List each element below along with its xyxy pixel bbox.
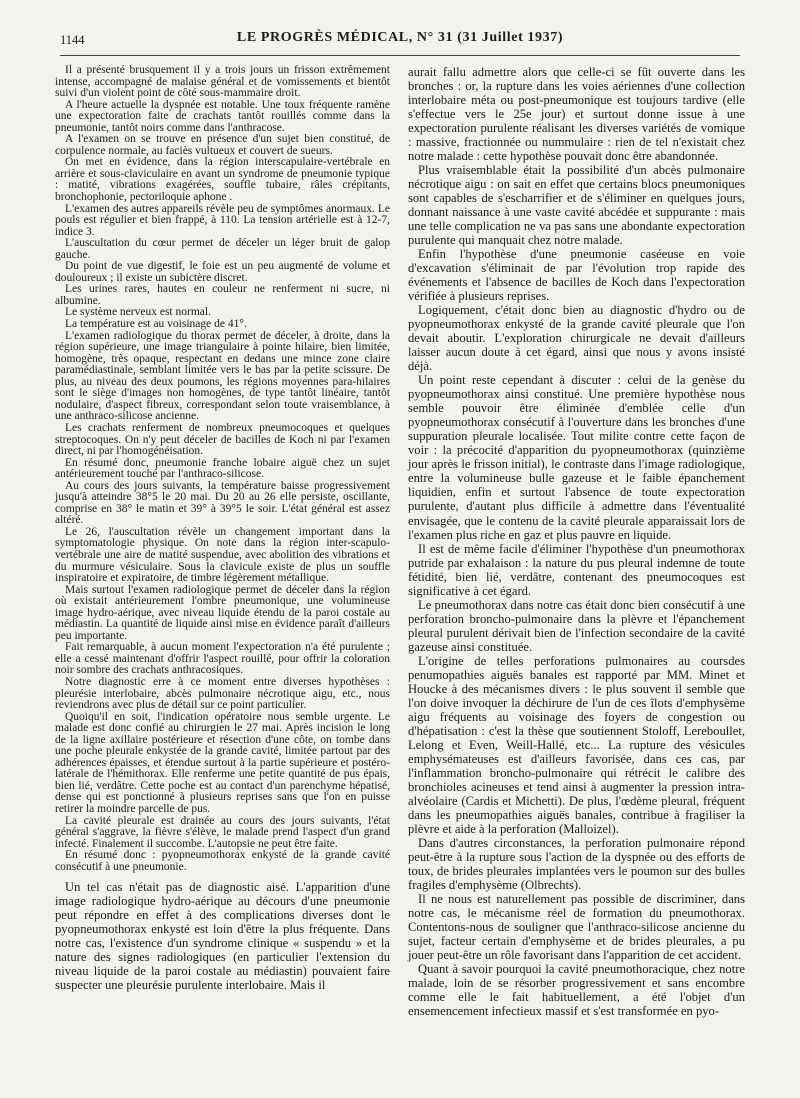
paragraph: Mais surtout l'examen radiologique permet de déceler dans la région où existait antérieurement l'ombre pneumonique, une volumineuse image hydro-aérique, avec niveau liquide étendu de la paroi costale au médiastin. La quantité de liquide ainsi mise en évidence paraît d'ailleurs peu importante.	[55, 583, 390, 642]
journal-title: LE PROGRÈS MÉDICAL, N° 31 (31 Juillet 1937)	[236, 30, 564, 45]
paragraph: La température est au voisinage de 41°.	[65, 318, 247, 331]
right-column	[408, 65, 745, 1018]
paragraph: Du point de vue digestif, le foie est un peu augmenté de volume et douloureux ; il existe un subictère discret.	[55, 260, 390, 284]
paragraph: Il ne nous est naturellement pas possible de discriminer, dans notre cas, le mécanisme réel de formation du pneumothorax. Contentons-nous de souligner que l'anthraco-silicose ancienne du sujet, facteur certain d'emphysème et de brides pleurales, a pu jouer peut-être un rôle favorisant dans l'apparition de cet accident.	[408, 891, 745, 962]
paragraph: aurait fallu admettre alors que celle-ci se fût ouverte dans les bronches : or, la rupture dans les voies aériennes d'une collection interlobaire méta ou post-pneumonique est toujours tardive (elle s'effectue vers le 25e jour) et surtout donne issue à une expectoration purulente réalisant les diverses variétés de vomique : massive, fractionnée ou nummulaire : rien de tel n'existait chez notre malade : cette hypothèse pouvait donc être abandonnée.	[408, 65, 745, 164]
left-column	[55, 65, 390, 992]
paragraph: En résumé donc, pneumonie franche lobaire aiguë chez un sujet antérieurement touché par l'anthraco-silicose.	[55, 456, 390, 481]
paragraph: L'auscultation du cœur permet de déceler un léger bruit de galop gauche.	[55, 237, 390, 261]
paragraph: Le pneumothorax dans notre cas était donc bien consécutif à une perforation broncho-pulmonaire dans la plèvre et l'épanchement pleural purulent dérivait bien de l'infection secondaire de la cavité gazeuse ainsi constituée.	[408, 597, 745, 654]
header-rule	[60, 55, 740, 56]
paragraph: Dans d'autres circonstances, la perforation pulmonaire répond peut-être à la rupture sous l'action de la dyspnée ou des efforts de toux, de brides pleurales implantées vers le poumon sur des bulles fragiles d'emphysème (Olbrechts).	[408, 835, 745, 892]
paragraph: Enfin l'hypothèse d'une pneumonie caséeuse en voie d'excavation s'éliminait de par l'évolution trop rapide des événements et l'absence de bacilles de Koch dans l'expectoration vérifiée à plusieurs reprises.	[408, 247, 745, 304]
paragraph: L'examen des autres appareils révèle peu de symptômes anormaux. Le pouls est régulier et bien frappé, à 110. La tension artérielle est à 12-7, indice 3.	[55, 202, 390, 238]
paragraph: Plus vraisemblable était la possibilité d'un abcès pulmonaire nécrotique aigu : on sait en effet que certains blocs pneumoniques sont capables de s'escharrifier et de s'éliminer en quelques jours, donnant naissance à une vaste cavité abcédée et suppurante : mais une telle complication ne va pas sans une abondante expectoration purulente qui manquait chez notre malade.	[408, 163, 745, 248]
paragraph: Les crachats renferment de nombreux pneumocoques et quelques streptocoques. On n'y peut déceler de bacilles de Koch ni par l'examen direct, ni par l'homogénéisation.	[55, 421, 390, 458]
paragraph: Quant à savoir pourquoi la cavité pneumothoracique, chez notre malade, loin de se résorber progressivement et sans encombre comme elle le fait habituellement, a été l'objet d'un ensemencement infectieux massif et s'est transformée en pyo-	[408, 962, 745, 1019]
paragraph: La cavité pleurale est drainée au cours des jours suivants, l'état général s'aggrave, la fièvre s'élève, le malade prend l'aspect d'un grand infecté. Finalement il succombe. L'autopsie ne peut être faite.	[55, 814, 390, 850]
paragraph: Un tel cas n'était pas de diagnostic aisé. L'apparition d'une image radiologique hydro-aérique au décours d'une pneumonie peut répondre en effet à des complications diverses dont le pyopneumothorax enkysté est loin d'être la plus fréquente. Dans notre cas, l'existence d'un syndrome clinique « suspendu » et la nature des signes radiologiques (en particulier l'extension du niveau liquide de la paroi costale au médiastin) pouvaient faire suspecter une pleurésie purulente interlobaire. Mais il	[55, 880, 390, 993]
paragraph: Quoiqu'il en soit, l'indication opératoire nous semble urgente. Le malade est donc confié au chirurgien le 27 mai. Après incision le long de la ligne axillaire postérieure et résection d'une côte, on tombe dans une poche pleurale enkystée de la grande cavité, limitée partout par des adhérences épaisses, et étendue surtout à la partie supérieure et postéro-latérale de l'hémithorax. Elle renferme une petite quantité de pus épais, bien lié, verdâtre. Cette poche est au contact d'un parenchyme hépatisé, dense qui est ponctionné à plusieurs reprises sans que l'on en puisse retirer la moindre parcelle de pus.	[55, 710, 390, 815]
paragraph: A l'heure actuelle la dyspnée est notable. Une toux fréquente ramène une expectoration faite de crachats tantôt rouillés comme dans la pneumonie, tantôt noirs comme dans l'anthracose.	[55, 98, 390, 134]
paragraph: On met en évidence, dans la région interscapulaire-vertébrale en arrière et sous-claviculaire en avant un syndrome de pneumonie typique : matité, vibrations exagérées, souffle tubaire, râles crépitants, bronchophonie, pectoriloquie aphone .	[55, 156, 390, 204]
paragraph: A l'examen on se trouve en présence d'un sujet bien constitué, de corpulence normale, au faciès vultueux et couvert de sueurs.	[55, 133, 390, 157]
page-number: 1144	[60, 33, 85, 47]
paragraph: L'origine de telles perforations pulmonaires au coursdes penumopathies aiguës banales est rapporté par MM. Minet et Houcke à des mécanismes divers : le plus souvent il semble que l'on doive invoquer la déchirure de l'un de ces îlots d'emphysème aigu fréquents au voisinage des foyers de congestion ou d'hépatisation : c'est la thèse que soutiennent Stoloff, Lereboullet, Lelong et Even, Weill-Hallé, etc... La rupture des vésicules emphysémateuses est d'ailleurs favorisée, dans ces cas, par l'inflammation broncho-pulmonaire qui rétrécit le calibre des bronchioles acineuses et tend ainsi à augmenter la pression intra-alvéolaire (Cardis et Michetti). De plus, l'œdème pleural, fréquent dans les pneumopathies aiguës banales, contribue à fragiliser la plèvre et aide à la perforation (Malloizel).	[408, 653, 745, 836]
paragraph: Il est de même facile d'éliminer l'hypothèse d'un pneumothorax putride par exhalaison : la nature du pus pleural indemne de toute fétidité, bien lié, verdâtre, contenant des pneumocoques est significative à cet égard.	[408, 541, 745, 598]
paragraph: Un point reste cependant à discuter : celui de la genèse du pyopneumothorax ainsi constitué. Une première hypothèse nous semble pouvoir être éliminée d'emblée celle d'un pyopneumothorax consécutif à l'ouverture dans les bronches d'une suppuration pleurale localisée. Tout milite contre cette façon de voir : la précocité d'apparition du pyopneumothorax (quinzième jour après le frisson initial), le contraste dans l'image radiologique, entre la volumineuse bulle gazeuse et le faible épanchement liquidien, enfin et surtout l'absence de toute expectoration purulente, d'autant plus difficile à admettre dans l'éventualité envisagée, que le contenu de la cavité pleurale apparaissait lors de l'examen plus riche en gaz et plus pauvre en liquide.	[408, 373, 745, 542]
paragraph: Il a présenté brusquement il y a trois jours un frisson extrêmement intense, accompagné de malaise général et de vomissements et bientôt suivi d'un violent point de côté sous-mammaire droit.	[55, 64, 390, 100]
paragraph: L'examen radiologique du thorax permet de déceler, à droite, dans la région supérieure, une image triangulaire à pointe hilaire, bien limitée, homogène, très opaque, respectant en dedans une mince zone claire paramédiastinale, semblant limitée vers le bas par la petite scissure. De plus, au niveau des deux poumons, les régions moyennes para-hilaires sont le siège d'images non homogènes, de type tantôt linéaire, tantôt nodulaire, d'aspect fibreux, correspondant selon toute vraisemblance, à une anthraco-silicose ancienne.	[55, 329, 390, 423]
paragraph: Les urines rares, hautes en couleur ne renferment ni sucre, ni albumine.	[55, 283, 390, 307]
paragraph: Fait remarquable, à aucun moment l'expectoration n'a été purulente ; elle a cessé maintenant d'offrir l'aspect rouillé, pour offrir la coloration noir sombre des crachats anthracosiques.	[55, 641, 390, 677]
paragraph: Au cours des jours suivants, la température baisse progressivement jusqu'à atteindre 38°5 le 20 mai. Du 20 au 26 elle persiste, oscillante, comprise en 38° le matin et 39° à 39°5 le soir. L'état général est assez altéré.	[55, 479, 390, 527]
paragraph: Le 26, l'auscultation révèle un changement important dans la symptomatologie physique. On note dans la région inter-scapulo-vertébrale une aire de matité suspendue, avec abolition des vibrations et du murmure vésiculaire. Sous la clavicule existe de plus un souffle inspiratoire et expiratoire, de timbre légèrement métallique.	[55, 525, 390, 585]
page-header	[60, 30, 740, 52]
paragraph: En résumé donc : pyopneumothorax enkysté de la grande cavité consécutif à une pneumonie.	[55, 849, 390, 873]
paragraph: Logiquement, c'était donc bien au diagnostic d'hydro ou de pyopneumothorax enkysté de la grande cavité pleurale que l'on devait aboutir. L'exploration chirurgicale ne devait d'ailleurs laisser aucun doute à cet égard, ainsi que nous y avons insisté déjà.	[408, 303, 745, 374]
paragraph: Le système nerveux est normal.	[65, 306, 211, 319]
paragraph: Notre diagnostic erre à ce moment entre diverses hypothèses : pleurésie interlobaire, abcès pulmonaire nécrotique aigu, etc., nous reviendrons avec plus de détail sur ce point particulier.	[55, 675, 390, 712]
